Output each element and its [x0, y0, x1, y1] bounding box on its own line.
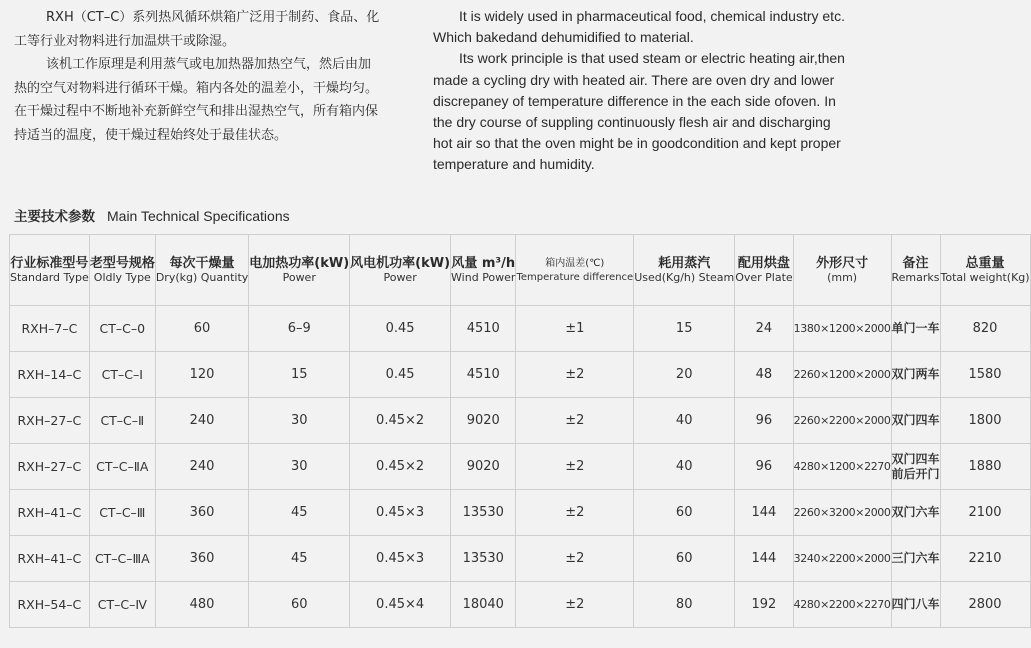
table-cell: 45	[249, 536, 350, 582]
table-cell: 9020	[451, 444, 516, 490]
table-cell: RXH–41–C	[10, 536, 90, 582]
table-cell: RXH–41–C	[10, 490, 90, 536]
table-cell: 60	[155, 306, 248, 352]
spec-heading	[14, 205, 290, 225]
table-cell: 2260×1200×2000	[793, 352, 891, 398]
table-cell: 30	[249, 398, 350, 444]
table-cell: 192	[735, 582, 793, 628]
table-cell: 45	[249, 490, 350, 536]
intro-chinese	[14, 6, 382, 147]
table-cell: 2800	[940, 582, 1030, 628]
table-cell: 4280×2200×2270	[793, 582, 891, 628]
column-header	[89, 235, 155, 306]
table-cell: 60	[634, 490, 735, 536]
column-header-cn: 配用烘盘	[737, 255, 790, 271]
column-header	[350, 235, 451, 306]
table-cell: ±2	[516, 582, 634, 628]
column-header-cn: 电加热功率(kW)	[249, 255, 350, 271]
table-cell: CT–C–Ⅰ	[89, 352, 155, 398]
column-header-cn: 风量 m³/h	[451, 255, 516, 271]
table-cell: 24	[735, 306, 793, 352]
column-header-en: Over Plate	[735, 270, 793, 284]
column-header	[735, 235, 793, 306]
table-cell: CT–C–ⅡA	[89, 444, 155, 490]
table-cell: 820	[940, 306, 1030, 352]
table-row	[10, 536, 1031, 582]
table-cell: 120	[155, 352, 248, 398]
table-cell: 2260×3200×2000	[793, 490, 891, 536]
table-cell: 18040	[451, 582, 516, 628]
column-header	[155, 235, 248, 306]
column-header-cn: 每次干燥量	[169, 255, 235, 271]
table-cell: 480	[155, 582, 248, 628]
table-cell: CT–C–0	[89, 306, 155, 352]
table-cell: RXH–14–C	[10, 352, 90, 398]
table-cell: ±2	[516, 490, 634, 536]
table-cell: 2100	[940, 490, 1030, 536]
table-cell: 13530	[451, 536, 516, 582]
table-cell: 30	[249, 444, 350, 490]
table-cell: 40	[634, 398, 735, 444]
column-header-cn: 总重量	[965, 255, 1005, 271]
table-cell: 2260×2200×2000	[793, 398, 891, 444]
column-header-en: Total weight(Kg)	[940, 270, 1030, 284]
column-header-cn: 行业标准型号	[10, 255, 89, 271]
table-row	[10, 490, 1031, 536]
table-row	[10, 352, 1031, 398]
table-cell: 240	[155, 398, 248, 444]
table-cell: 60	[634, 536, 735, 582]
table-cell: RXH–27–C	[10, 398, 90, 444]
table-cell: 1800	[940, 398, 1030, 444]
spec-table-body	[10, 306, 1031, 628]
table-cell: 0.45	[350, 352, 451, 398]
table-cell: 144	[735, 490, 793, 536]
table-cell: 240	[155, 444, 248, 490]
column-header-en: Used(Kg/h) Steam	[634, 270, 735, 284]
spec-table	[9, 234, 1031, 628]
column-header-en: Dry(kg) Quantity	[155, 270, 249, 284]
table-cell: ±2	[516, 352, 634, 398]
intro-en-paragraph: It is widely used in pharmaceutical food, chemical industry etc. Which bakedand dehumidified to material.	[433, 8, 845, 46]
table-cell: ±2	[516, 398, 634, 444]
table-cell: ±2	[516, 536, 634, 582]
column-header	[891, 235, 940, 306]
table-cell: 96	[735, 398, 793, 444]
column-header-en: Remarks	[891, 270, 940, 284]
table-cell: CT–C–ⅢA	[89, 536, 155, 582]
spec-heading-en: Main Technical Specifications	[107, 208, 290, 224]
table-cell: 96	[735, 444, 793, 490]
table-cell: 80	[634, 582, 735, 628]
column-header-cn: 外形尺寸	[816, 255, 869, 271]
table-cell: 三门六车	[891, 536, 940, 582]
table-cell: 20	[634, 352, 735, 398]
table-cell: 四门八车	[891, 582, 940, 628]
column-header	[793, 235, 891, 306]
column-header-cn: 箱内温差(℃)	[545, 257, 605, 269]
table-cell: 0.45×2	[350, 444, 451, 490]
column-header	[516, 235, 634, 306]
column-header	[940, 235, 1030, 306]
intro-english	[433, 6, 845, 176]
column-header-en: Wind Power	[451, 270, 516, 284]
table-cell: 0.45×4	[350, 582, 451, 628]
table-cell: ±2	[516, 444, 634, 490]
table-cell: CT–C–Ⅲ	[89, 490, 155, 536]
column-header	[249, 235, 350, 306]
intro-en-paragraph: Its work principle is that used steam or electric heating air,then made a cycling dry with heated air. There are oven dry and lower discrepaney of temperature difference in the each side ofoven. In the dry course of suppling continuously flesh air and discharging hot air so that the oven might be in goodcondition and kept proper temperature and humidity.	[433, 50, 845, 173]
table-cell: CT–C–Ⅳ	[89, 582, 155, 628]
table-row	[10, 398, 1031, 444]
spec-table-head	[10, 235, 1031, 306]
table-row	[10, 306, 1031, 352]
table-cell: 0.45×3	[350, 490, 451, 536]
table-cell: 60	[249, 582, 350, 628]
table-cell: RXH–7–C	[10, 306, 90, 352]
table-cell: 144	[735, 536, 793, 582]
table-cell: 360	[155, 536, 248, 582]
column-header-cn: 耗用蒸汽	[658, 255, 711, 271]
table-cell: RXH–54–C	[10, 582, 90, 628]
header-row	[10, 235, 1031, 306]
table-cell: 15	[249, 352, 350, 398]
spec-heading-cn: 主要技术参数	[14, 209, 95, 225]
table-cell: 0.45×2	[350, 398, 451, 444]
table-cell: 4280×1200×2270	[793, 444, 891, 490]
table-cell: 1380×1200×2000	[793, 306, 891, 352]
table-cell: RXH–27–C	[10, 444, 90, 490]
table-cell: CT–C–Ⅱ	[89, 398, 155, 444]
column-header-en: Power	[282, 270, 316, 284]
table-cell: ±1	[516, 306, 634, 352]
intro-cn-paragraph: RXH（CT–C）系列热风循环烘箱广泛用于制药、食品、化工等行业对物料进行加温烘干或除湿。	[14, 10, 380, 49]
table-cell: 双门四车 前后开门	[891, 444, 940, 490]
table-cell: 6–9	[249, 306, 350, 352]
table-cell: 1880	[940, 444, 1030, 490]
table-cell: 0.45	[350, 306, 451, 352]
column-header-en: (mm)	[827, 270, 858, 284]
table-cell: 双门六车	[891, 490, 940, 536]
table-cell: 360	[155, 490, 248, 536]
column-header-en: Power	[383, 270, 417, 284]
table-cell: 15	[634, 306, 735, 352]
column-header-cn: 老型号规格	[89, 255, 155, 271]
table-cell: 双门四车	[891, 398, 940, 444]
table-row	[10, 444, 1031, 490]
table-cell: 48	[735, 352, 793, 398]
table-cell: 9020	[451, 398, 516, 444]
column-header	[451, 235, 516, 306]
column-header	[10, 235, 90, 306]
table-cell: 双门两车	[891, 352, 940, 398]
table-cell: 0.45×3	[350, 536, 451, 582]
table-cell: 40	[634, 444, 735, 490]
table-cell: 13530	[451, 490, 516, 536]
column-header-cn: 备注	[902, 255, 929, 271]
intro-cn-paragraph: 该机工作原理是利用蒸气或电加热器加热空气，然后由加热的空气对物料进行循环干燥。箱内各处的温差小，干燥均匀。在干燥过程中不断地补充新鲜空气和排出湿热空气，所有箱内保持适当的温度，使干燥过程始终处于最佳状态。	[14, 57, 379, 143]
table-cell: 单门一车	[891, 306, 940, 352]
table-cell: 4510	[451, 306, 516, 352]
column-header-cn: 风电机功率(kW)	[350, 255, 451, 271]
column-header-en: Oldly Type	[93, 270, 151, 284]
table-cell: 4510	[451, 352, 516, 398]
table-cell: 1580	[940, 352, 1030, 398]
column-header-en: Temperature difference	[516, 271, 634, 283]
table-cell: 3240×2200×2000	[793, 536, 891, 582]
table-row	[10, 582, 1031, 628]
column-header-en: Standard Type	[10, 270, 89, 284]
column-header	[634, 235, 735, 306]
table-cell: 2210	[940, 536, 1030, 582]
